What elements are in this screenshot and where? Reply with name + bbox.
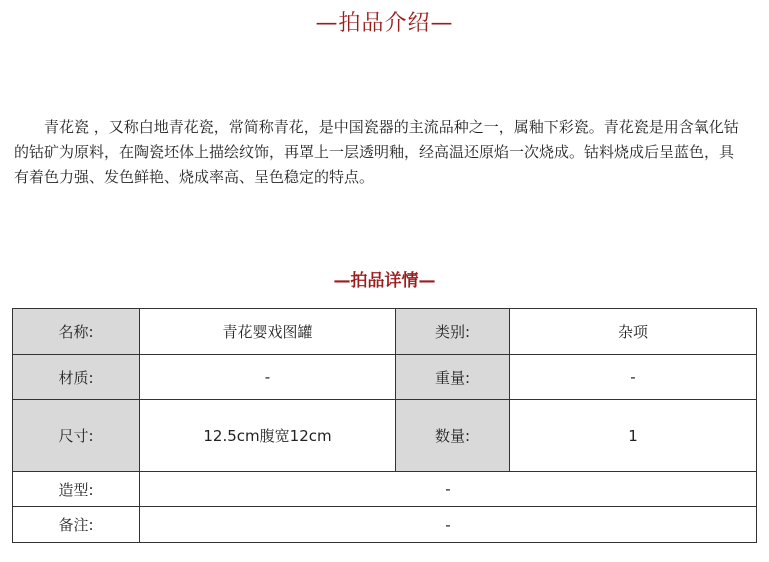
- table-row: [13, 472, 757, 507]
- table-row: [13, 355, 757, 400]
- table-row: [13, 507, 757, 543]
- category-label: 类别:: [396, 309, 510, 355]
- material-label: 材质:: [13, 355, 140, 400]
- size-value: 12.5cm腹宽12cm: [140, 400, 396, 472]
- weight-value: -: [510, 355, 757, 400]
- table-row: [13, 400, 757, 472]
- name-label: 名称:: [13, 309, 140, 355]
- size-label: 尺寸:: [13, 400, 140, 472]
- section-title-intro: —拍品介绍—: [315, 11, 454, 36]
- table-row: [13, 309, 757, 355]
- shape-value: -: [140, 472, 757, 507]
- details-table: [12, 308, 757, 543]
- material-value: -: [140, 355, 396, 400]
- weight-label: 重量:: [396, 355, 510, 400]
- shape-label: 造型:: [13, 472, 140, 507]
- quantity-label: 数量:: [396, 400, 510, 472]
- intro-paragraph: 青花瓷 ，又称白地青花瓷，常简称青花，是中国瓷器的主流品种之一，属釉下彩瓷。青花瓷是用含氧化钴的钴矿为原料，在陶瓷坯体上描绘纹饰，再罩上一层透明釉，经高温还原焰一次烧成。钴料烧成后呈蓝色，具有着色力强、发色鲜艳、烧成率高、呈色稳定的特点。: [14, 118, 739, 186]
- remarks-label: 备注:: [13, 507, 140, 543]
- section-title-details: —拍品详情—: [333, 271, 436, 291]
- remarks-value: -: [140, 507, 757, 543]
- quantity-value: 1: [510, 400, 757, 472]
- category-value: 杂项: [510, 309, 757, 355]
- name-value: 青花婴戏图罐: [140, 309, 396, 355]
